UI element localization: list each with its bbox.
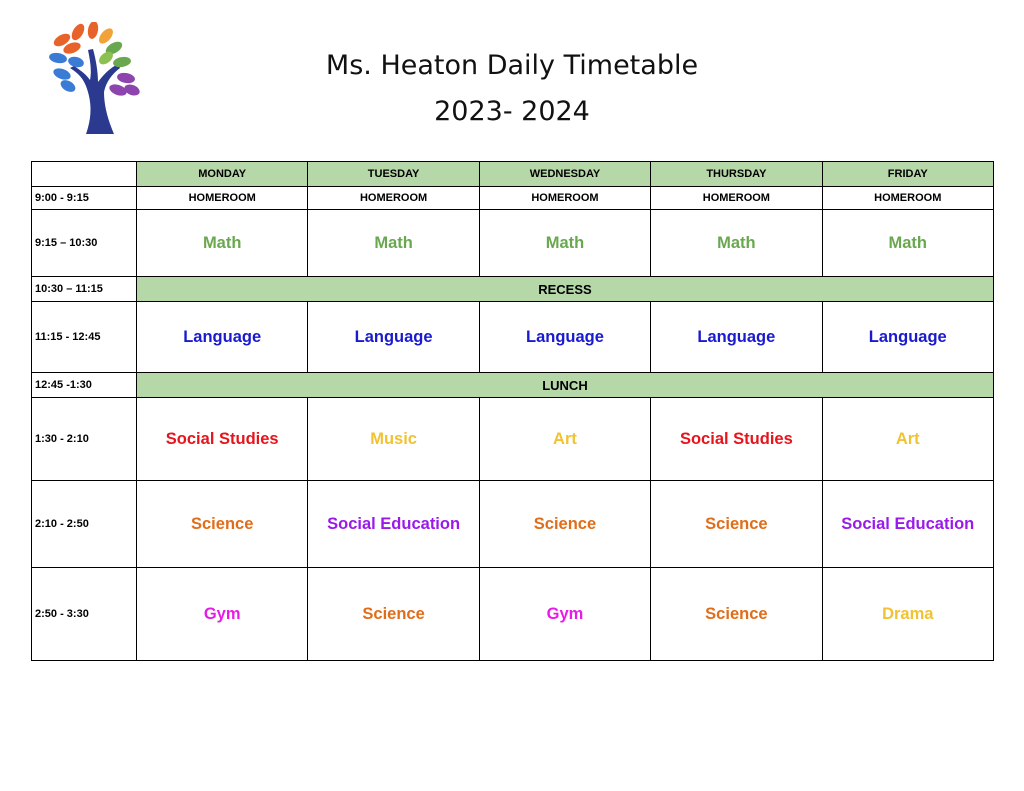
time-slot: 2:10 - 2:50 [32, 481, 137, 568]
lunch-band: LUNCH [137, 373, 994, 398]
day-thursday: THURSDAY [651, 162, 822, 187]
day-monday: MONDAY [137, 162, 308, 187]
subject-cell: Math [308, 210, 479, 277]
subject-cell: Language [137, 302, 308, 373]
table-row [32, 302, 994, 373]
subject-cell: Social Studies [137, 398, 308, 481]
time-slot: 10:30 – 11:15 [32, 277, 137, 302]
time-slot: 12:45 -1:30 [32, 373, 137, 398]
subject-cell: Science [651, 481, 822, 568]
table-row [32, 277, 994, 302]
subject-cell: Math [479, 210, 650, 277]
subject-cell: Science [137, 481, 308, 568]
day-friday: FRIDAY [822, 162, 993, 187]
table-row [32, 373, 994, 398]
subject-cell: Gym [479, 568, 650, 661]
subject-cell: Math [137, 210, 308, 277]
timetable [31, 161, 994, 661]
homeroom-cell: HOMEROOM [308, 187, 479, 210]
subject-cell: Art [479, 398, 650, 481]
corner-cell [32, 162, 137, 187]
time-slot: 1:30 - 2:10 [32, 398, 137, 481]
day-wednesday: WEDNESDAY [479, 162, 650, 187]
subject-cell: Language [479, 302, 650, 373]
school-year: 2023- 2024 [434, 96, 590, 127]
page-title: Ms. Heaton Daily Timetable [325, 50, 699, 81]
subject-cell: Math [651, 210, 822, 277]
table-row [32, 568, 994, 661]
subject-cell: Science [308, 568, 479, 661]
table-row [32, 398, 994, 481]
subject-cell: Social Studies [651, 398, 822, 481]
homeroom-cell: HOMEROOM [651, 187, 822, 210]
subject-cell: Science [651, 568, 822, 661]
subject-cell: Art [822, 398, 993, 481]
recess-band: RECESS [137, 277, 994, 302]
subject-cell: Math [822, 210, 993, 277]
homeroom-cell: HOMEROOM [822, 187, 993, 210]
time-slot: 2:50 - 3:30 [32, 568, 137, 661]
time-slot: 9:00 - 9:15 [32, 187, 137, 210]
subject-cell: Science [479, 481, 650, 568]
table-row [32, 210, 994, 277]
subject-cell: Language [308, 302, 479, 373]
table-row [32, 187, 994, 210]
subject-cell: Drama [822, 568, 993, 661]
day-header-row [32, 162, 994, 187]
subject-cell: Language [822, 302, 993, 373]
subject-cell: Social Education [308, 481, 479, 568]
subject-cell: Music [308, 398, 479, 481]
subject-cell: Gym [137, 568, 308, 661]
table-row [32, 481, 994, 568]
homeroom-cell: HOMEROOM [137, 187, 308, 210]
subject-cell: Language [651, 302, 822, 373]
time-slot: 9:15 – 10:30 [32, 210, 137, 277]
subject-cell: Social Education [822, 481, 993, 568]
time-slot: 11:15 - 12:45 [32, 302, 137, 373]
day-tuesday: TUESDAY [308, 162, 479, 187]
homeroom-cell: HOMEROOM [479, 187, 650, 210]
